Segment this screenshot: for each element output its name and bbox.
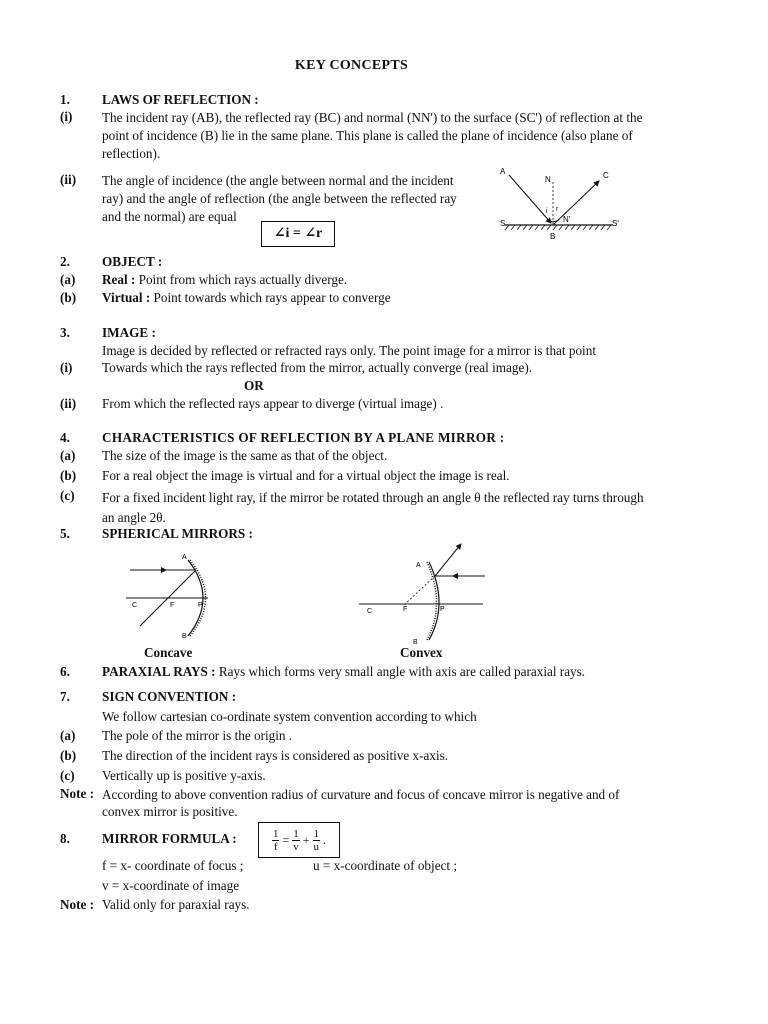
section-3-number: 3.: [60, 325, 70, 340]
section-3-i-label: (i): [60, 360, 73, 375]
section-1-heading: LAWS OF REFLECTION :: [102, 92, 259, 107]
section-7-c-text: Vertically up is positive y-axis.: [102, 768, 266, 783]
section-3-ii-text: From which the reflected rays appear to diverge (virtual image) .: [102, 396, 444, 411]
section-7-note-label: Note :: [60, 786, 95, 801]
convex-label-a: A: [416, 562, 421, 569]
fraction-1-over-u: [313, 828, 321, 853]
numerator: 1: [272, 827, 279, 840]
convex-caption: Convex: [400, 645, 443, 660]
section-7-number: 7.: [60, 689, 70, 704]
section-2-a-line: [102, 272, 347, 288]
section-7-b-label: (b): [60, 748, 77, 763]
section-7-b-text: The direction of the incident rays is considered as positive x-axis.: [102, 748, 449, 763]
section-4-c-text: For a fixed incident light ray, if the mirror be rotated through an angle θ the reflected ray turns through an angle 2θ.: [102, 490, 644, 525]
convex-mirror-diagram: [355, 538, 495, 646]
label-n-prime: N': [563, 215, 571, 224]
angle-formula-box: [261, 221, 335, 247]
mirror-formula-box: [258, 822, 340, 858]
convex-label-c: C: [367, 608, 373, 615]
concave-label-a: A: [182, 554, 187, 561]
label-r: r: [556, 206, 559, 213]
section-4-b-label: (b): [60, 468, 77, 483]
convex-label-b: B: [413, 639, 418, 646]
angle-formula: ∠i = ∠r: [273, 226, 323, 241]
real-definition: Point from which rays actually diverge.: [135, 272, 348, 287]
section-8-number: 8.: [60, 831, 70, 846]
section-5-heading: SPHERICAL MIRRORS :: [102, 526, 253, 541]
section-1-ii-label: (ii): [60, 172, 77, 187]
section-4-heading: CHARACTERISTICS OF REFLECTION BY A PLANE MIRROR :: [102, 430, 505, 445]
convex-label-f: F: [403, 606, 408, 613]
convex-virtual-ray: [405, 576, 435, 604]
section-1-ii-text: The angle of incidence (the angle between normal and the incident ray) and the angle of reflection (the angle between the reflected ray and the normal) are equal: [102, 173, 457, 224]
reflected-ray: [553, 181, 599, 225]
section-8-note-label: Note :: [60, 897, 95, 912]
concave-label-c: C: [132, 602, 138, 609]
numerator: 1: [293, 827, 299, 840]
section-7-intro: We follow cartesian co-ordinate system convention according to which: [102, 709, 477, 724]
definition-f: f = x- coordinate of focus ;: [102, 858, 244, 873]
section-4-b-text: For a real object the image is virtual and for a virtual object the image is real.: [102, 468, 510, 483]
mirror-hatching: [505, 225, 611, 230]
denominator-u: u: [313, 840, 320, 853]
section-2-b-line: [102, 290, 391, 306]
concave-label-b: B: [182, 633, 187, 640]
reflection-diagram: [495, 165, 635, 255]
convex-mirror-hatching: [427, 562, 437, 640]
virtual-definition: Point towards which rays appear to converge: [150, 290, 391, 305]
real-term: Real :: [102, 272, 136, 287]
fraction-1-over-v: [292, 828, 300, 853]
virtual-term: Virtual :: [102, 290, 151, 305]
page-title: KEY CONCEPTS: [294, 58, 409, 73]
section-2-number: 2.: [60, 254, 70, 269]
section-2-heading: OBJECT :: [102, 254, 163, 269]
section-8-note-text: Valid only for paraxial rays.: [102, 897, 250, 912]
section-3-ii-label: (ii): [60, 396, 77, 411]
denominator-f: f: [273, 840, 278, 853]
numerator: 1: [313, 827, 320, 840]
section-2-b-label: (b): [60, 290, 77, 305]
section-6-number: 6.: [60, 664, 70, 679]
section-8-heading: MIRROR FORMULA :: [102, 831, 237, 846]
convex-label-p: P: [440, 606, 445, 613]
denominator-v: v: [293, 840, 299, 853]
section-7-a-label: (a): [60, 728, 76, 743]
or-separator: OR: [244, 378, 264, 393]
label-b: B: [550, 232, 556, 241]
label-s-prime: S': [612, 219, 619, 228]
section-5-number: 5.: [60, 526, 70, 541]
label-s: S: [500, 219, 506, 228]
period: .: [323, 832, 327, 847]
concave-label-p: P: [198, 602, 203, 609]
definition-u: u = x-coordinate of object ;: [313, 858, 458, 873]
section-7-c-label: (c): [60, 768, 75, 783]
label-i: i: [546, 208, 548, 215]
section-4-c-label: (c): [60, 488, 75, 503]
section-3-intro: Image is decided by reflected or refracted rays only. The point image for a mirror is that point: [102, 343, 596, 358]
concave-label-f: F: [170, 602, 175, 609]
paraxial-term: PARAXIAL RAYS :: [102, 664, 216, 679]
section-1-i-label: (i): [60, 109, 73, 124]
paraxial-definition: Rays which forms very small angle with axis are called paraxial rays.: [215, 664, 586, 679]
section-3-heading: IMAGE :: [102, 325, 156, 340]
section-1-number: 1.: [60, 92, 70, 107]
label-c: C: [603, 171, 609, 180]
definition-v: v = x-coordinate of image: [102, 878, 240, 893]
section-1-i-text: The incident ray (AB), the reflected ray (BC) and normal (NN') to the surface (SC') of reflection at the point of incidence (B) lie in the same plane. This plane is called the plane of incidence (also plane of reflection).: [102, 110, 643, 161]
section-4-number: 4.: [60, 430, 70, 445]
convex-reflected-ray: [435, 544, 461, 576]
concave-caption: Concave: [144, 645, 193, 660]
section-4-a-text: The size of the image is the same as that of the object.: [102, 448, 388, 463]
equals-sign: =: [282, 832, 290, 847]
plus-sign: +: [302, 832, 310, 847]
section-6-line: [102, 664, 585, 680]
label-a: A: [500, 167, 506, 176]
section-7-note-text: According to above convention radius of curvature and focus of concave mirror is negative and of convex mirror is positive.: [102, 787, 620, 819]
label-n: N: [545, 175, 551, 184]
fraction-1-over-f: [272, 828, 280, 853]
section-3-i-text: Towards which the rays reflected from the mirror, actually converge (real image).: [102, 360, 533, 375]
section-4-a-label: (a): [60, 448, 76, 463]
section-7-a-text: The pole of the mirror is the origin .: [102, 728, 293, 743]
section-2-a-label: (a): [60, 272, 76, 287]
section-7-heading: SIGN CONVENTION :: [102, 689, 237, 704]
concave-mirror-diagram: [118, 548, 228, 640]
